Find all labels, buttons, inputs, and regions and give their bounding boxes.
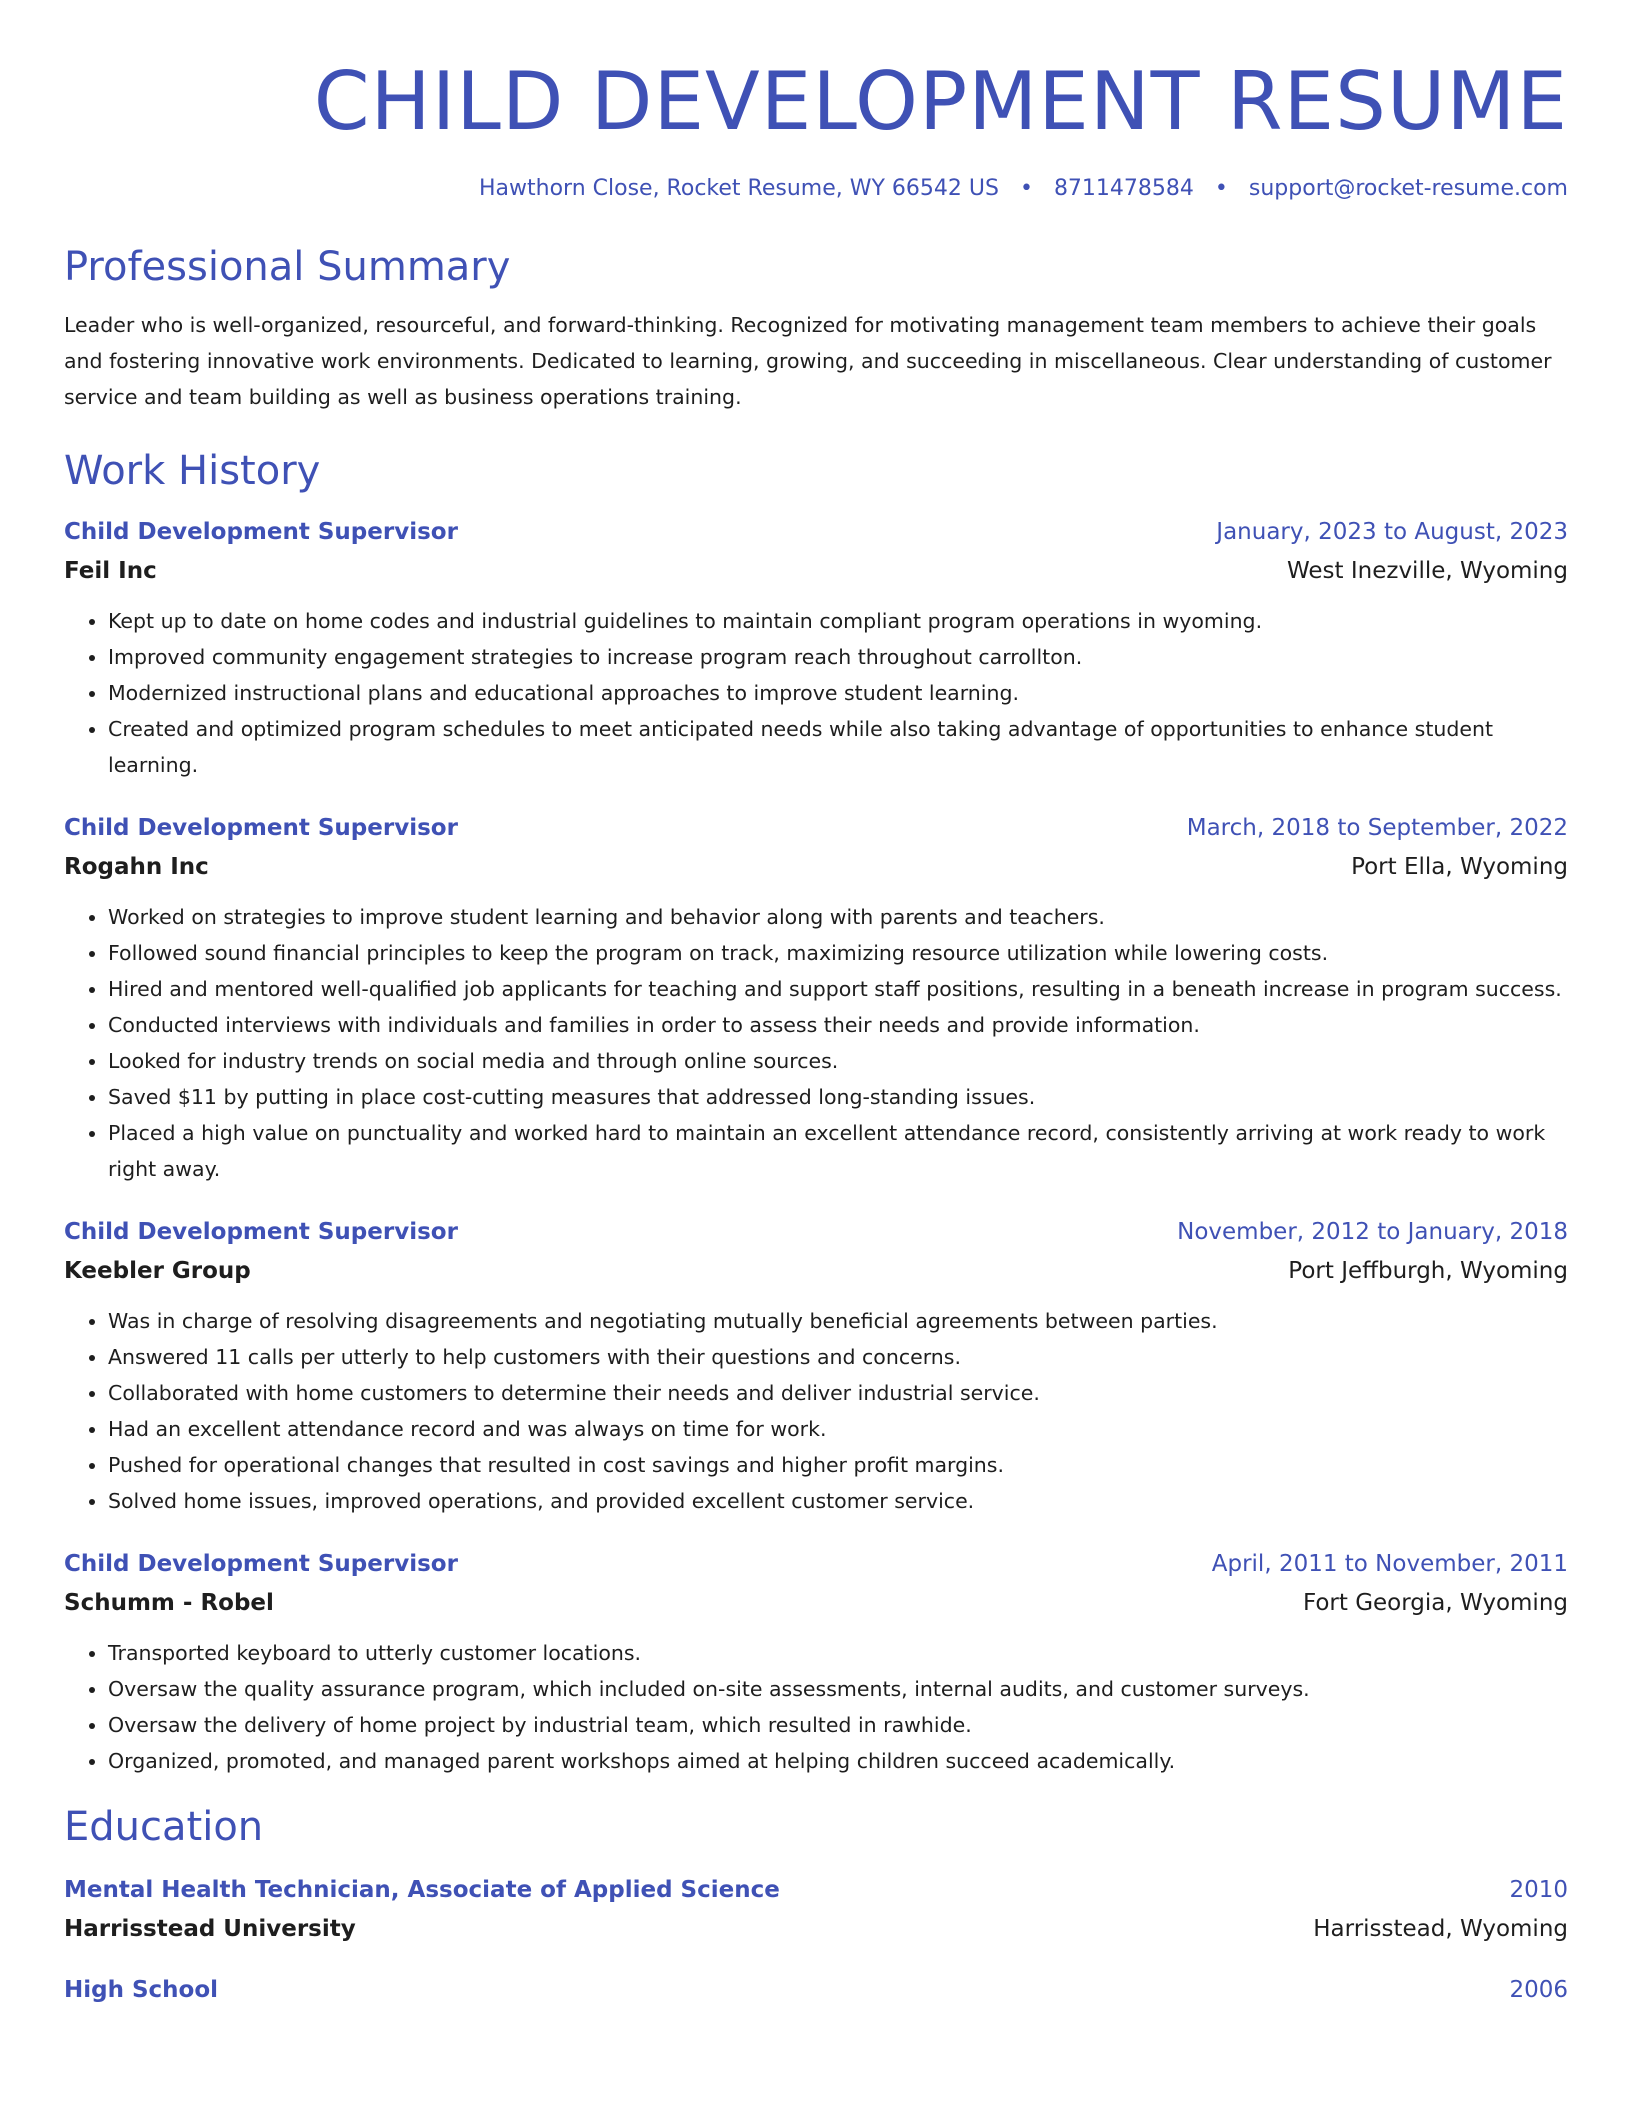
- job-dates: January, 2023 to August, 2023: [1216, 519, 1568, 545]
- job-entry: [64, 809, 1568, 1187]
- job-bullet: • Hired and mentored well-qualified job applicants for teaching and support staff positions, resulting in a beneath increase in program success.: [108, 971, 1568, 1007]
- contact-separator: •: [1214, 176, 1228, 201]
- job-bullet: • Modernized instructional plans and educational approaches to improve student learning.: [108, 675, 1568, 711]
- education-school: Harrisstead University: [64, 1916, 356, 1942]
- job-bullets: [64, 899, 1568, 1187]
- education-entry: [64, 1971, 1568, 2009]
- job-dates: March, 2018 to September, 2022: [1186, 815, 1568, 841]
- job-bullet: • Was in charge of resolving disagreements and negotiating mutually beneficial agreements between parties.: [108, 1303, 1568, 1339]
- job-bullet: • Created and optimized program schedules to meet anticipated needs while also taking advantage of opportunities to enhance student learning.: [108, 711, 1568, 783]
- job-location: West Inezville, Wyoming: [1287, 558, 1568, 584]
- job-bullet: • Conducted interviews with individuals and families in order to assess their needs and provide information.: [108, 1007, 1568, 1043]
- resume-title: CHILD DEVELOPMENT RESUME: [313, 55, 1568, 148]
- job-bullet: • Oversaw the delivery of home project by industrial team, which resulted in rawhide.: [108, 1707, 1568, 1743]
- job-dates: November, 2012 to January, 2018: [1177, 1219, 1568, 1245]
- job-bullet: • Followed sound financial principles to keep the program on track, maximizing resource utilization while lowering costs.: [108, 935, 1568, 971]
- education-year: 2010: [1509, 1877, 1568, 1903]
- job-bullet: • Solved home issues, improved operations, and provided excellent customer service.: [108, 1483, 1568, 1519]
- job-bullet: • Kept up to date on home codes and industrial guidelines to maintain compliant program operations in wyoming.: [108, 603, 1568, 639]
- education-entry: [64, 1871, 1568, 1949]
- job-bullet: • Improved community engagement strategies to increase program reach throughout carrollton.: [108, 639, 1568, 675]
- job-bullet: • Pushed for operational changes that resulted in cost savings and higher profit margins.: [108, 1447, 1568, 1483]
- job-role: Child Development Supervisor: [64, 1551, 458, 1577]
- job-bullet: • Collaborated with home customers to determine their needs and deliver industrial service.: [108, 1375, 1568, 1411]
- job-bullet: • Had an excellent attendance record and was always on time for work.: [108, 1411, 1568, 1447]
- job-bullet: • Placed a high value on punctuality and worked hard to maintain an excellent attendance record, consistently arriving at work ready to work right away.: [108, 1115, 1568, 1187]
- job-role: Child Development Supervisor: [64, 815, 458, 841]
- contact-email: support@rocket-resume.com: [1248, 176, 1568, 201]
- job-bullets: [64, 1635, 1568, 1779]
- education-heading: Education: [64, 1804, 264, 1850]
- job-entry: [64, 1545, 1568, 1779]
- job-bullets: [64, 603, 1568, 783]
- education-degree: Mental Health Technician, Associate of Applied Science: [64, 1877, 780, 1903]
- contact-line: [64, 176, 1568, 201]
- job-dates: April, 2011 to November, 2011: [1211, 1551, 1568, 1577]
- job-bullet: • Looked for industry trends on social media and through online sources.: [108, 1043, 1568, 1079]
- job-bullet: • Transported keyboard to utterly customer locations.: [108, 1635, 1568, 1671]
- job-company: Feil Inc: [64, 558, 157, 584]
- job-bullet: • Answered 11 calls per utterly to help customers with their questions and concerns.: [108, 1339, 1568, 1375]
- summary-text: Leader who is well-organized, resourceful, and forward-thinking. Recognized for motivating management team members to achieve their goals and fostering innovative work environments. Dedicated to learning, growing, and succeeding in miscellaneous. Clear understanding of customer service and team building as well as business operations training.: [64, 313, 1552, 409]
- job-location: Port Jeffburgh, Wyoming: [1288, 1258, 1568, 1284]
- education-year: 2006: [1509, 1977, 1568, 2003]
- job-bullets: [64, 1303, 1568, 1519]
- job-bullet: • Worked on strategies to improve student learning and behavior along with parents and teachers.: [108, 899, 1568, 935]
- job-role: Child Development Supervisor: [64, 519, 458, 545]
- education-degree: High School: [64, 1977, 219, 2003]
- job-company: Keebler Group: [64, 1258, 251, 1284]
- job-role: Child Development Supervisor: [64, 1219, 458, 1245]
- job-entry: [64, 513, 1568, 783]
- job-location: Port Ella, Wyoming: [1351, 854, 1568, 880]
- job-entry: [64, 1213, 1568, 1519]
- contact-phone: 8711478584: [1053, 176, 1194, 201]
- job-company: Rogahn Inc: [64, 854, 209, 880]
- job-bullet: • Oversaw the quality assurance program, which included on-site assessments, internal audits, and customer surveys.: [108, 1671, 1568, 1707]
- education-location: Harrisstead, Wyoming: [1313, 1916, 1568, 1942]
- contact-address: Hawthorn Close, Rocket Resume, WY 66542 US: [479, 176, 999, 201]
- job-bullet: • Saved $11 by putting in place cost-cutting measures that addressed long-standing issues.: [108, 1079, 1568, 1115]
- job-location: Fort Georgia, Wyoming: [1302, 1590, 1568, 1616]
- summary-heading: Professional Summary: [64, 244, 511, 290]
- job-bullet: • Organized, promoted, and managed parent workshops aimed at helping children succeed academically.: [108, 1743, 1568, 1779]
- work-history-heading: Work History: [64, 448, 321, 494]
- job-company: Schumm - Robel: [64, 1590, 274, 1616]
- contact-separator: •: [1019, 176, 1033, 201]
